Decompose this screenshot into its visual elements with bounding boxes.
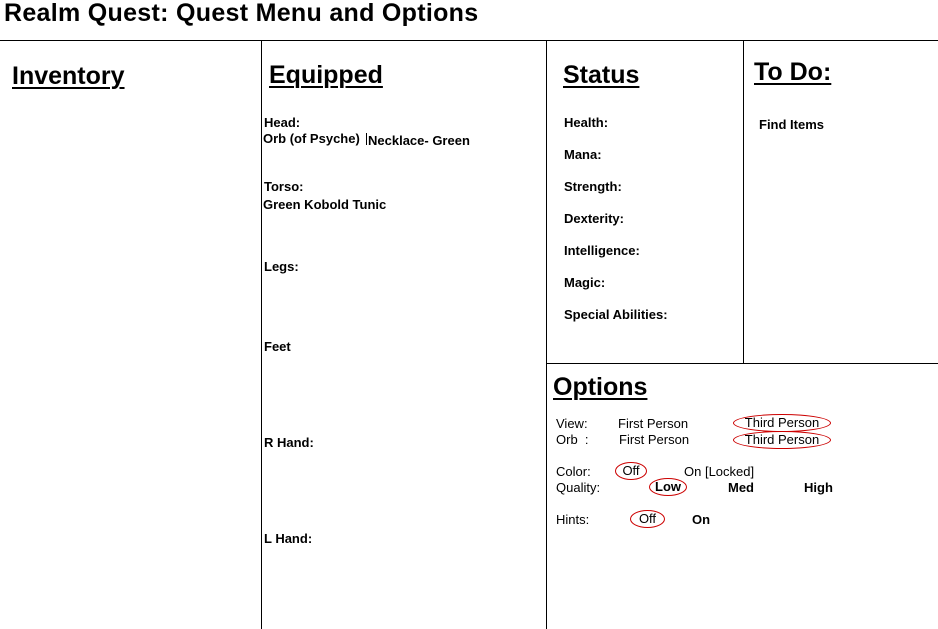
equipped-divider	[546, 40, 547, 629]
todo-heading: To Do:	[754, 58, 832, 86]
torso-slot-label: Torso:	[264, 179, 304, 194]
legs-slot-label: Legs:	[264, 259, 299, 274]
status-heading: Status	[563, 61, 640, 89]
stat-dexterity: Dexterity:	[564, 211, 624, 226]
status-divider	[743, 40, 744, 363]
view-third-person-option[interactable]: Third Person	[733, 414, 831, 432]
color-off-option[interactable]: Off	[615, 462, 647, 480]
inventory-heading: Inventory	[12, 62, 125, 90]
hints-label: Hints:	[556, 512, 590, 527]
stat-intelligence: Intelligence:	[564, 243, 640, 258]
header-divider	[0, 40, 938, 41]
stat-strength: Strength:	[564, 179, 622, 194]
head-slot-item[interactable]: Necklace- Green	[368, 133, 470, 148]
inventory-divider	[261, 40, 262, 629]
hints-on-option[interactable]: On	[692, 512, 711, 527]
head-slot-label: Head:	[264, 115, 301, 130]
stat-special-abilities: Special Abilities:	[564, 307, 668, 322]
options-divider	[546, 363, 938, 364]
orb-third-person-option[interactable]: Third Person	[733, 431, 831, 449]
todo-item[interactable]: Find Items	[759, 117, 825, 132]
stat-health: Health:	[564, 115, 609, 130]
options-heading: Options	[553, 373, 648, 401]
torso-slot-item[interactable]: Green Kobold Tunic	[263, 197, 387, 212]
color-label: Color:	[556, 464, 591, 479]
view-first-person-option[interactable]: First Person	[618, 416, 689, 431]
stat-magic: Magic:	[564, 275, 606, 290]
quality-low-option[interactable]: Low	[649, 478, 687, 496]
quality-med-option[interactable]: Med	[728, 480, 754, 495]
quality-high-option[interactable]: High	[804, 480, 833, 495]
left-hand-slot-label: L Hand:	[264, 531, 313, 546]
right-hand-slot-label: R Hand:	[264, 435, 314, 450]
feet-slot-label: Feet	[264, 339, 291, 354]
head-slot-item[interactable]: Orb (of Psyche)	[263, 131, 360, 146]
color-on-option[interactable]: On [Locked]	[684, 464, 755, 479]
item-separator	[366, 133, 367, 145]
view-label: View:	[556, 416, 588, 431]
quality-label: Quality:	[556, 480, 601, 495]
orb-first-person-option[interactable]: First Person	[619, 432, 690, 447]
orb-label: Orb :	[556, 432, 589, 447]
equipped-heading: Equipped	[269, 61, 383, 89]
hints-off-option[interactable]: Off	[630, 510, 665, 528]
page-title: Realm Quest: Quest Menu and Options	[4, 0, 479, 27]
stat-mana: Mana:	[564, 147, 602, 162]
